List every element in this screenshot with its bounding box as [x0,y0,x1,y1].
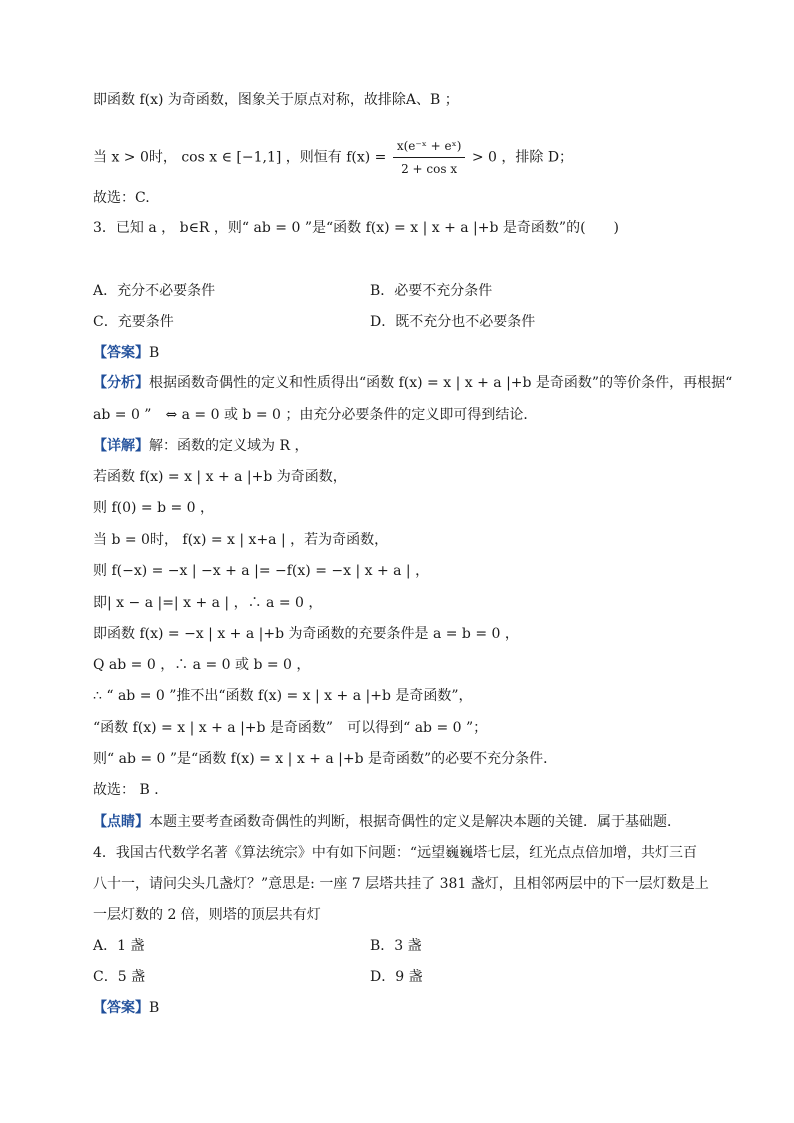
q4-option-d: D．9 盏 [370,969,423,985]
answer-value: B [149,345,160,361]
question-3-stem: 3．已知 a ， b∈R ，则“ ab = 0 ”是“函数 f(x) = x | x + a |+b 是奇函数”的( ) [93,220,619,236]
solution-choice-line: 故选：C. [93,190,150,206]
q4-option-b: B．3 盏 [370,938,422,954]
q3-comment [93,812,681,832]
q3-detail-line-2: 则 f(0) = b = 0 ， [93,500,215,516]
comment-tag: 【点睛】 [93,814,149,830]
q3-detail-line-10: 则“ ab = 0 ”是“函数 f(x) = x | x + a |+b 是奇函数”的必要不充分条件． [93,751,558,767]
q3-detail-line-1: 若函数 f(x) = x | x + a |+b 为奇函数， [93,469,347,485]
solution-line-fraction [93,136,573,179]
q3-answer [93,343,159,363]
q3-analysis-line-1 [93,373,732,393]
detail-text-0: 解：函数的定义域为 R ， [149,438,309,454]
answer-value: B [149,1000,160,1016]
q3-detail-line-3: 当 b = 0时， f(x) = x | x+a | ，若为奇函数， [93,532,389,548]
q4-option-c: C．5 盏 [93,969,146,985]
answer-tag: 【答案】 [93,1000,149,1016]
analysis-tag: 【分析】 [93,375,149,391]
fraction-denominator: 2 + cos x [401,162,458,176]
detail-tag: 【详解】 [93,438,149,454]
q3-detail-line-5: 即| x − a |=| x + a | ，∴ a = 0 ， [93,595,323,611]
question-4-stem-1: 4．我国古代数学名著《算法统宗》中有如下问题：“远望巍巍塔七层，红光点点倍加增，共灯三百 [93,845,698,861]
q3-detail-line-6: 即函数 f(x) = −x | x + a |+b 为奇函数的充要条件是 a = b = 0 ， [93,626,519,642]
q3-detail-line-4: 则 f(−x) = −x | −x + a |= −f(x) = −x | x + a | ， [93,563,430,579]
analysis-text-1: 根据函数奇偶性的定义和性质得出“函数 f(x) = x | x + a |+b 是奇函数”的等价条件，再根据“ [149,375,733,391]
comment-text: 本题主要考查函数奇偶性的判断，根据奇偶性的定义是解决本题的关键．属于基础题． [149,814,681,830]
question-4-stem-2: 八十一，请问尖头几盏灯？”意思是: 一座 7 层塔共挂了 381 盏灯，且相邻两层中的下一层灯数是上 [93,876,709,892]
q3-analysis-line-2: ab = 0 ” ⇔ a = 0 或 b = 0 ；由充分必要条件的定义即可得到结论． [93,407,538,423]
q3-option-d: D．既不充分也不必要条件 [370,314,536,330]
q3-detail-line-11: 故选： B ． [93,782,169,798]
q3-detail-line-0 [93,436,308,456]
solution-line-odd-function: 即函数 f(x) 为奇函数，图象关于原点对称，故排除A、B ； [93,92,459,108]
q4-option-a: A．1 盏 [93,938,145,954]
fraction-suffix: > 0 ，排除 D； [471,149,574,166]
q3-detail-line-8: ∴ “ ab = 0 ”推不出“函数 f(x) = x | x + a |+b 是奇函数”， [93,688,473,704]
question-4-stem-3: 一层灯数的 2 倍，则塔的顶层共有灯 [93,907,321,923]
fraction-numerator: x(e⁻ˣ + eˣ) [393,136,466,158]
q3-option-b: B．必要不充分条件 [370,283,493,299]
answer-tag: 【答案】 [93,345,149,361]
q3-detail-line-9: “函数 f(x) = x | x + a |+b 是奇函数” 可以得到“ ab = 0 ”； [93,720,488,736]
q4-answer [93,998,159,1018]
q3-option-a: A．充分不必要条件 [93,283,216,299]
fraction-prefix: 当 x > 0时， cos x ∈ [−1,1] ，则恒有 f(x) = [93,149,387,166]
q3-option-c: C．充要条件 [93,314,174,330]
fraction [393,136,466,179]
q3-detail-line-7: Q ab = 0 ，∴ a = 0 或 b = 0 ， [93,657,311,673]
